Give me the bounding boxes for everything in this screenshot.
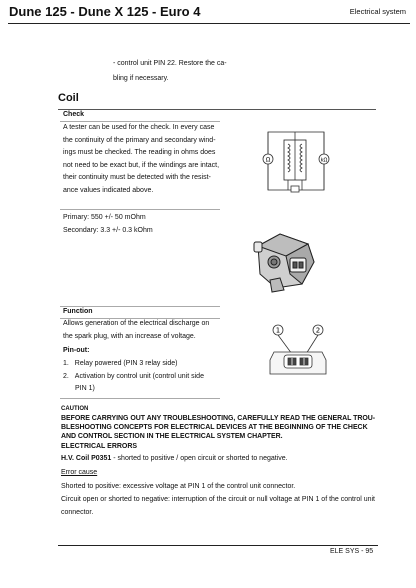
coil-test-diagram <box>258 126 338 198</box>
pinout-bottom-rule <box>60 398 220 399</box>
connector-label-1: 1 <box>275 326 281 335</box>
check-title: Check <box>63 111 85 118</box>
connector-diagram <box>262 322 334 382</box>
error-cause-line1: Shorted to positive: excessive voltage at PIN 1 of the control unit connector. <box>61 483 296 490</box>
pinout-item-continuation: PIN 1) <box>75 385 95 393</box>
coil-rule <box>58 109 376 110</box>
primary-value: Primary: 550 +/- 50 mOhm <box>63 214 146 221</box>
secondary-value: Secondary: 3.3 +/- 0.3 kOhm <box>63 227 153 234</box>
coil-heading: Coil <box>58 92 79 104</box>
errors-heading: ELECTRICAL ERRORS <box>61 443 138 450</box>
pinout-item: 1. Relay powered (PIN 3 relay side) <box>63 360 178 367</box>
top-note-line1: - control unit PIN 22. Restore the ca- <box>113 60 227 67</box>
error-cause-line2: Circuit open or shorted to negative: interruption of the circuit or null voltage at PIN 1 of the control unit <box>61 496 376 503</box>
section-name: Electrical system <box>349 7 406 16</box>
pinout-list <box>63 358 238 396</box>
top-note-line2: bling if necessary. <box>113 75 169 82</box>
page-title: Dune 125 - Dune X 125 - Euro 4 <box>9 4 201 19</box>
check-text: A tester can be used for the check. In every case the continuity of the primary and secondary wind- ings must be checked. The reading in ohms does not need to be exact but, if the windings are intact, their continuity must be detected with the resist- ance values indicated above. <box>63 124 220 194</box>
caution-text: BEFORE CARRYING OUT ANY TROUBLESHOOTING, CAREFULLY READ THE GENERAL TROU- BLESHOOTING CONCEPTS FOR ELECTRICAL DEVICES AT THE BEGINNING OF THE CHECK AND CONTROL SECTION IN THE ELECTRICAL SYSTEM CHAPTER. <box>61 415 376 440</box>
error-cause-line3: connector. <box>61 509 94 516</box>
error-cause-label: Error cause <box>61 469 98 476</box>
page-number: ELE SYS - 95 <box>330 548 374 555</box>
connector-label-2: 2 <box>315 326 321 335</box>
function-title: Function <box>63 308 93 315</box>
error-code-line: H.V. Coil P0351 - shorted to positive / open circuit or shorted to negative. <box>61 455 288 462</box>
coil-illustration <box>250 228 322 294</box>
caution-label: CAUTION <box>61 406 89 412</box>
function-text: Allows generation of the electrical discharge on the spark plug, with an increase of voltage. <box>63 320 210 340</box>
pinout-item: 2. Activation by control unit (control unit side <box>63 372 204 380</box>
ohm-label: Ω <box>265 156 271 164</box>
header-rule <box>8 23 410 24</box>
check-bottom-rule <box>60 209 220 210</box>
values-bottom-rule <box>60 306 220 307</box>
footer-rule <box>58 545 378 546</box>
kohm-label: kΩ <box>320 157 328 164</box>
pinout-title: Pin-out: <box>63 347 90 354</box>
